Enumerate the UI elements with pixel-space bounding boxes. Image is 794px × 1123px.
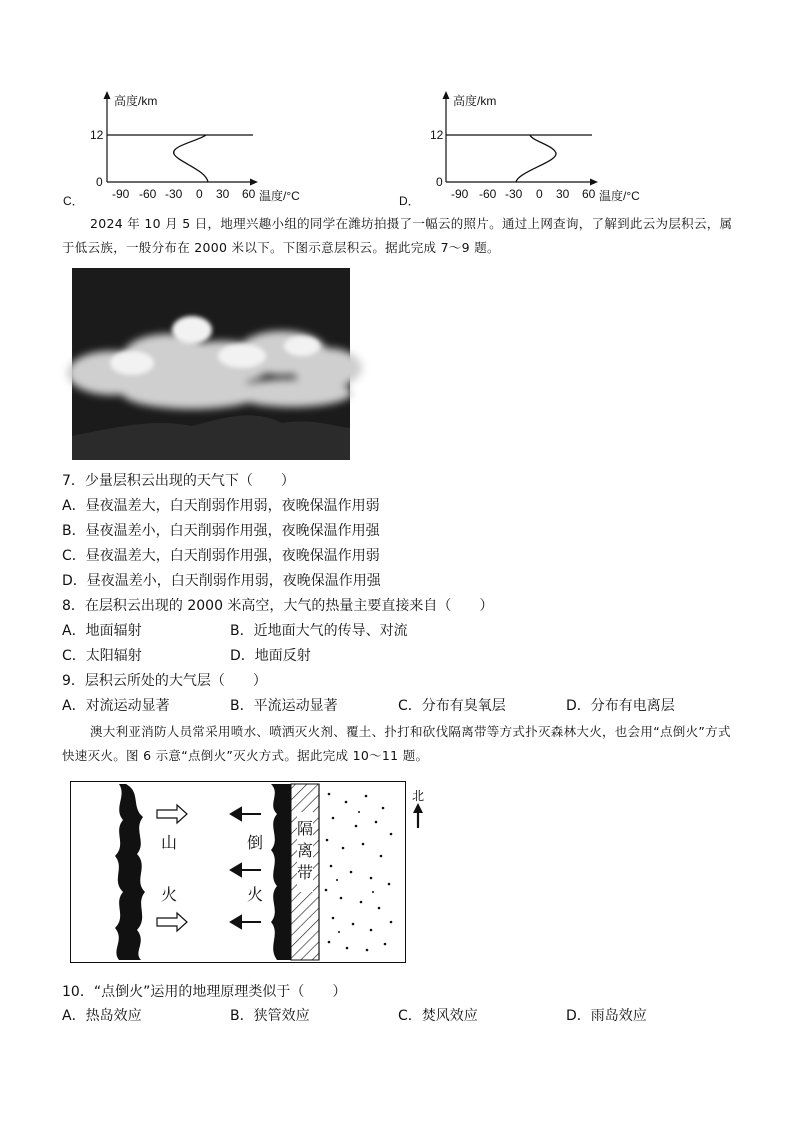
question-9-option-d[interactable]: D．分布有电离层 [566, 698, 675, 714]
y-axis-label: 高度/km [453, 94, 497, 108]
question-9-option-a[interactable]: A．对流运动显著 [62, 698, 170, 714]
forest-dots [325, 793, 393, 952]
firebreak-label: 带 [297, 863, 314, 882]
x-tick: 60 [582, 187, 596, 201]
question-10-option-d[interactable]: D．雨岛效应 [566, 1008, 647, 1024]
mountain-fire-label: 火 [161, 885, 178, 904]
backfire-diagram [70, 781, 406, 963]
intro-paragraph-fire: 澳大利亚消防人员常采用喷水、喷洒灭火剂、覆土、扑打和砍伐隔离带等方式扑灭森林大火，也会用“点倒火”方式快速灭火。图 6 示意“点倒火”灭火方式。据此完成 10～11 题。 [62, 724, 731, 763]
chart-c-svg [60, 88, 300, 213]
y-axis-label: 高度/km [114, 94, 158, 108]
x-tick: -30 [505, 187, 523, 201]
y-tick-12: 12 [90, 128, 104, 142]
question-7-option-b[interactable]: B．昼夜温差小，白天削弱作用强，夜晚保温作用强 [62, 523, 380, 539]
question-7-option-a[interactable]: A．昼夜温差大，白天削弱作用弱，夜晚保温作用弱 [62, 498, 380, 514]
mountain-fire-label: 山 [161, 833, 178, 852]
question-7-option-d[interactable]: D．昼夜温差小，白天削弱作用弱，夜晚保温作用强 [62, 573, 381, 589]
cloud-illustration [72, 268, 350, 460]
x-tick: 0 [536, 187, 543, 201]
y-tick-0: 0 [96, 175, 103, 189]
firebreak-label: 离 [297, 841, 314, 860]
mountain-fire-band [115, 784, 145, 960]
x-axis-arrow [250, 179, 258, 186]
back-fire-label: 火 [247, 885, 264, 904]
x-tick: 60 [242, 187, 256, 201]
question-8-option-d[interactable]: D．地面反射 [230, 648, 311, 664]
temperature-curve [174, 135, 208, 182]
x-tick: -90 [451, 187, 469, 201]
x-tick: 0 [196, 187, 203, 201]
question-10-option-b[interactable]: B．狭管效应 [230, 1008, 310, 1024]
question-9-option-c[interactable]: C．分布有臭氧层 [398, 698, 506, 714]
solid-arrow-west-icon [231, 808, 264, 928]
question-8-stem: 8．在层积云出现的 2000 米高空，大气的热量主要直接来自（ ） [62, 598, 494, 614]
intro-paragraph-clouds: 2024 年 10 月 5 日，地理兴趣小组的同学在潍坊拍摄了一幅云的照片。通过上网查询，了解到此云为层积云，属于低云族，一般分布在 2000 米以下。下图示意层积云。据此完成 7～9 题。 [62, 216, 733, 255]
y-axis-arrow [443, 91, 450, 99]
question-7-option-c[interactable]: C．昼夜温差大，白天削弱作用强，夜晚保温作用弱 [62, 548, 380, 564]
x-tick: -30 [165, 187, 183, 201]
y-axis-arrow [104, 91, 111, 99]
question-9-stem: 9．层积云所处的大气层（ ） [62, 673, 267, 689]
y-tick-0: 0 [436, 175, 443, 189]
question-10-option-c[interactable]: C．焚风效应 [398, 1008, 478, 1024]
north-arrow [408, 786, 430, 830]
option-label: D． [399, 194, 420, 208]
question-7-stem: 7．少量层积云出现的天气下（ ） [62, 473, 295, 489]
x-tick: 30 [556, 187, 570, 201]
x-tick: -60 [139, 187, 157, 201]
question-10-stem: 10．“点倒火”运用的地理原理类似于（ ） [62, 984, 347, 1000]
chart-option-c [60, 88, 300, 213]
question-10-option-a[interactable]: A．热岛效应 [62, 1008, 142, 1024]
chart-d-svg [396, 88, 646, 213]
stratocumulus-photo [72, 268, 350, 460]
question-9-option-b[interactable]: B．平流运动显著 [230, 698, 338, 714]
question-8-option-b[interactable]: B．近地面大气的传导、对流 [230, 623, 408, 639]
backfire-svg [71, 782, 404, 961]
x-tick: 30 [216, 187, 230, 201]
chart-option-d [396, 88, 646, 213]
x-tick: -90 [112, 187, 130, 201]
back-fire-band [271, 784, 291, 960]
option-label: C． [63, 194, 84, 208]
x-tick: -60 [479, 187, 497, 201]
north-label: 北 [412, 789, 425, 803]
back-fire-label: 倒 [247, 833, 264, 852]
temperature-curve [516, 135, 556, 182]
x-axis-label: 温度/°C [599, 189, 640, 203]
hollow-arrow-east-icon [157, 805, 187, 931]
x-axis-label: 温度/°C [259, 189, 300, 203]
firebreak-label: 隔 [297, 819, 314, 838]
question-8-option-c[interactable]: C．太阳辐射 [62, 648, 142, 664]
north-arrow-icon [408, 786, 430, 830]
question-8-option-a[interactable]: A．地面辐射 [62, 623, 142, 639]
y-tick-12: 12 [430, 128, 444, 142]
x-axis-arrow [590, 179, 598, 186]
